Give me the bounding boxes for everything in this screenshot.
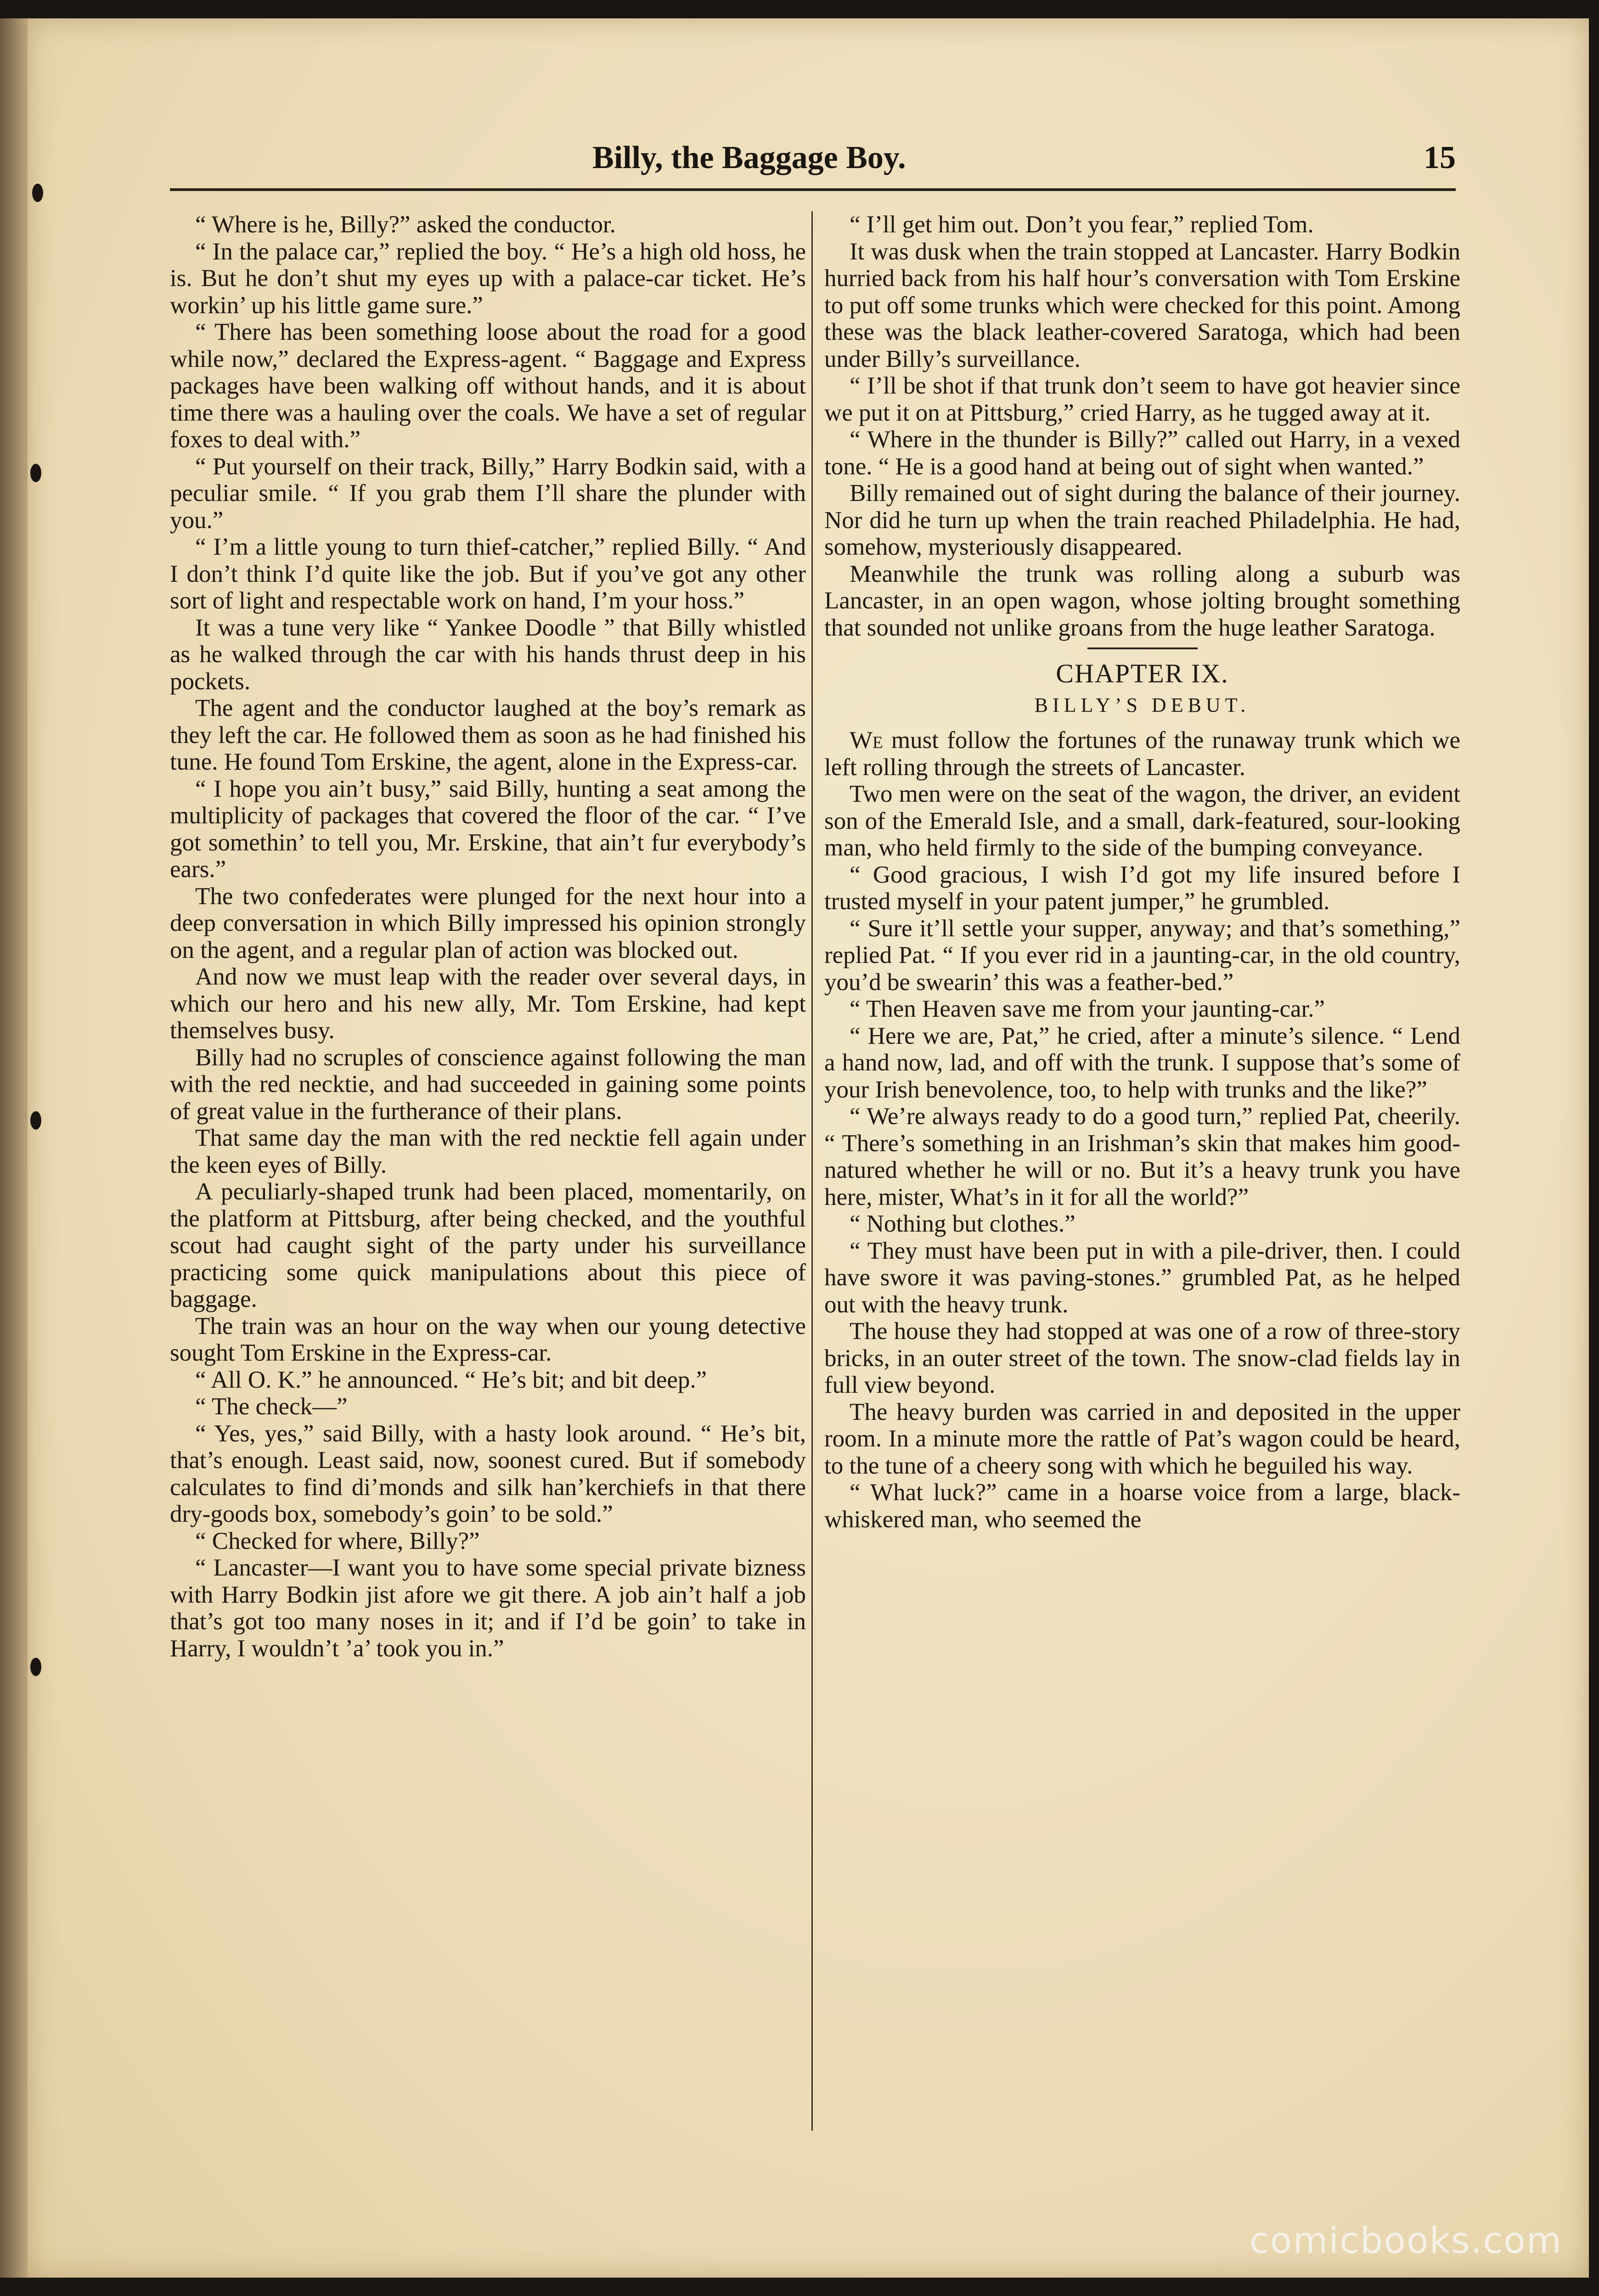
paragraph: “ I’ll be shot if that trunk don’t seem to have got heavier since we put it on at Pittsburg,” cried Harry, as he tugged away at it.: [824, 372, 1460, 426]
paragraph: “ Where is he, Billy?” asked the conductor.: [195, 211, 616, 238]
paragraph: “ There has been something loose about the road for a good while now,” declared the Express-agent. “ Baggage and Express packages have been walking off without hands, and it is about time there was a hauling over the coals. We have a set of regular foxes to deal with.”: [170, 319, 806, 453]
paragraph: A peculiarly-shaped trunk had been placed, momentarily, on the platform at Pittsburg, after being checked, and the youthful scout had caught sight of the party under his surveillance practicing some quick manipulations about this piece of baggage.: [170, 1178, 806, 1312]
chapter-title: CHAPTER IX.: [1056, 658, 1229, 688]
paragraph: The train was an hour on the way when our young detective sought Tom Erskine in the Express-car.: [170, 1312, 806, 1366]
right-column: [824, 211, 1460, 1533]
chapter-rule: [1087, 647, 1198, 649]
paragraph: “ Yes, yes,” said Billy, with a hasty look around. “ He’s bit, that’s enough. Least said, now, soonest cured. But if somebody calculates to find di’monds and silk han’kerchiefs in that there dry-goods box, somebody’s goin’ to be sold.”: [170, 1420, 806, 1527]
paragraph: “ Checked for where, Billy?”: [195, 1527, 480, 1554]
paragraph: “ What luck?” came in a hoarse voice from a large, black-whiskered man, who seemed the: [824, 1479, 1460, 1533]
binding-hole: [30, 464, 41, 482]
paragraph: The heavy burden was carried in and deposited in the upper room. In a minute more the rattle of Pat’s wagon could be heard, to the tune of a cheery song with which he beguiled his way.: [824, 1398, 1460, 1479]
chapter-first-paragraph-text: must follow the fortunes of the runaway trunk which we left rolling through the streets of Lancaster.: [824, 727, 1460, 781]
paragraph: And now we must leap with the reader over several days, in which our hero and his new ally, Mr. Tom Erskine, had kept themselves busy.: [170, 963, 806, 1044]
paragraph: “ They must have been put in with a pile-driver, then. I could have swore it was paving-stones.” grumbled Pat, as he helped out with the heavy trunk.: [824, 1237, 1460, 1318]
paragraph: The house they had stopped at was one of a row of three-story bricks, in an outer street of the town. The snow-clad fields lay in full view beyond.: [824, 1318, 1460, 1398]
paragraph: “ Nothing but clothes.”: [850, 1210, 1075, 1237]
watermark: comicbooks.com: [1249, 2220, 1562, 2262]
paragraph: Billy had no scruples of conscience against following the man with the red necktie, and had succeeded in gaining some points of great value in the furtherance of their plans.: [170, 1044, 806, 1125]
paragraph: “ Then Heaven save me from your jaunting-car.”: [850, 996, 1325, 1022]
paragraph: “ Good gracious, I wish I’d got my life insured before I trusted myself in your patent jumper,” he grumbled.: [824, 861, 1460, 915]
chapter-first-paragraph: [824, 727, 1460, 781]
paragraph: “ Sure it’ll settle your supper, anyway; and that’s something,” replied Pat. “ If you ever rid in a jaunting-car, in the old country, you’d be swearin’ this was a feather-bed.”: [824, 915, 1460, 996]
binding-hole: [32, 184, 43, 202]
paragraph: “ Lancaster—I want you to have some special private bizness with Harry Bodkin jist afore we git there. A job ain’t half a job that’s got too many noses in it; and if I’d be goin’ to take in Harry, I wouldn’t ’a’ took you in.”: [170, 1554, 806, 1662]
binding-hole: [30, 1658, 41, 1676]
paragraph: The agent and the conductor laughed at the boy’s remark as they left the car. He followed them as soon as he had finished his tune. He found Tom Erskine, the agent, alone in the Express-car.: [170, 695, 806, 775]
paragraph: “ We’re always ready to do a good turn,” replied Pat, cheerily. “ There’s something in an Irishman’s skin that makes him good-natured whether he will or no. But it’s a heavy trunk you have here, mister, What’s in it for all the world?”: [824, 1103, 1460, 1210]
paragraph: “ I’m a little young to turn thief-catcher,” replied Billy. “ And I don’t think I’d quite like the job. But if you’ve got any other sort of light and respectable work on hand, I’m your hoss.”: [170, 534, 806, 614]
paragraph: “ Put yourself on their track, Billy,” Harry Bodkin said, with a peculiar smile. “ If you grab them I’ll share the plunder with you.”: [170, 453, 806, 534]
paragraph: “ Here we are, Pat,” he cried, after a minute’s silence. “ Lend a hand now, lad, and off with the trunk. I suppose that’s some of your Irish benevolence, too, to help with trunks and the like?”: [824, 1022, 1460, 1103]
page-number: 15: [1424, 140, 1456, 175]
running-title: Billy, the Baggage Boy.: [592, 140, 906, 175]
paragraph: “ I hope you ain’t busy,” said Billy, hunting a seat among the multiplicity of packages that covered the floor of the car. “ I’ve got somethin’ to tell you, Mr. Erskine, that ain’t fur everybody’s ears.”: [170, 775, 806, 883]
binding-hole: [30, 1111, 41, 1130]
chapter-lead-word: We: [850, 727, 883, 754]
left-column: [170, 211, 806, 1662]
paragraph: “ In the palace car,” replied the boy. “ He’s a high old hoss, he is. But he don’t shut my eyes up with a palace-car ticket. He’s workin’ up his little game sure.”: [170, 238, 806, 319]
page-header: [170, 138, 1456, 191]
paragraph: “ Where in the thunder is Billy?” called out Harry, in a vexed tone. “ He is a good hand at being out of sight when wanted.”: [824, 426, 1460, 480]
paragraph: “ The check—”: [195, 1393, 348, 1420]
chapter-subtitle: BILLY’S DEBUT.: [1034, 693, 1250, 716]
paragraph: It was dusk when the train stopped at Lancaster. Harry Bodkin hurried back from his half hour’s conversation with Tom Erskine to put off some trunks which were checked for this point. Among these was the black leather-covered Saratoga, which had been under Billy’s surveillance.: [824, 238, 1460, 372]
paragraph: “ I’ll get him out. Don’t you fear,” replied Tom.: [850, 211, 1314, 238]
paragraph: That same day the man with the red necktie fell again under the keen eyes of Billy.: [170, 1125, 806, 1178]
right-column-text-after-chapter: [824, 781, 1460, 1533]
right-column-text-before-chapter: [824, 211, 1460, 641]
paragraph: Meanwhile the trunk was rolling along a suburb was Lancaster, in an open wagon, whose jolting brought something that sounded not unlike groans from the huge leather Saratoga.: [824, 560, 1460, 641]
paragraph: The two confederates were plunged for the next hour into a deep conversation in which Billy impressed his opinion strongly on the agent, and a regular plan of action was blocked out.: [170, 883, 806, 963]
paragraph: “ All O. K.” he announced. “ He’s bit; and bit deep.”: [195, 1366, 707, 1393]
paragraph: Billy remained out of sight during the balance of their journey. Nor did he turn up when the train reached Philadelphia. He had, somehow, mysteriously disappeared.: [824, 480, 1460, 560]
paragraph: Two men were on the seat of the wagon, the driver, an evident son of the Emerald Isle, and a small, dark-featured, sour-looking man, who held firmly to the side of the bumping conveyance.: [824, 781, 1460, 861]
column-divider: [811, 211, 813, 2131]
paragraph: It was a tune very like “ Yankee Doodle ” that Billy whistled as he walked through the car with his hands thrust deep in his pockets.: [170, 614, 806, 695]
